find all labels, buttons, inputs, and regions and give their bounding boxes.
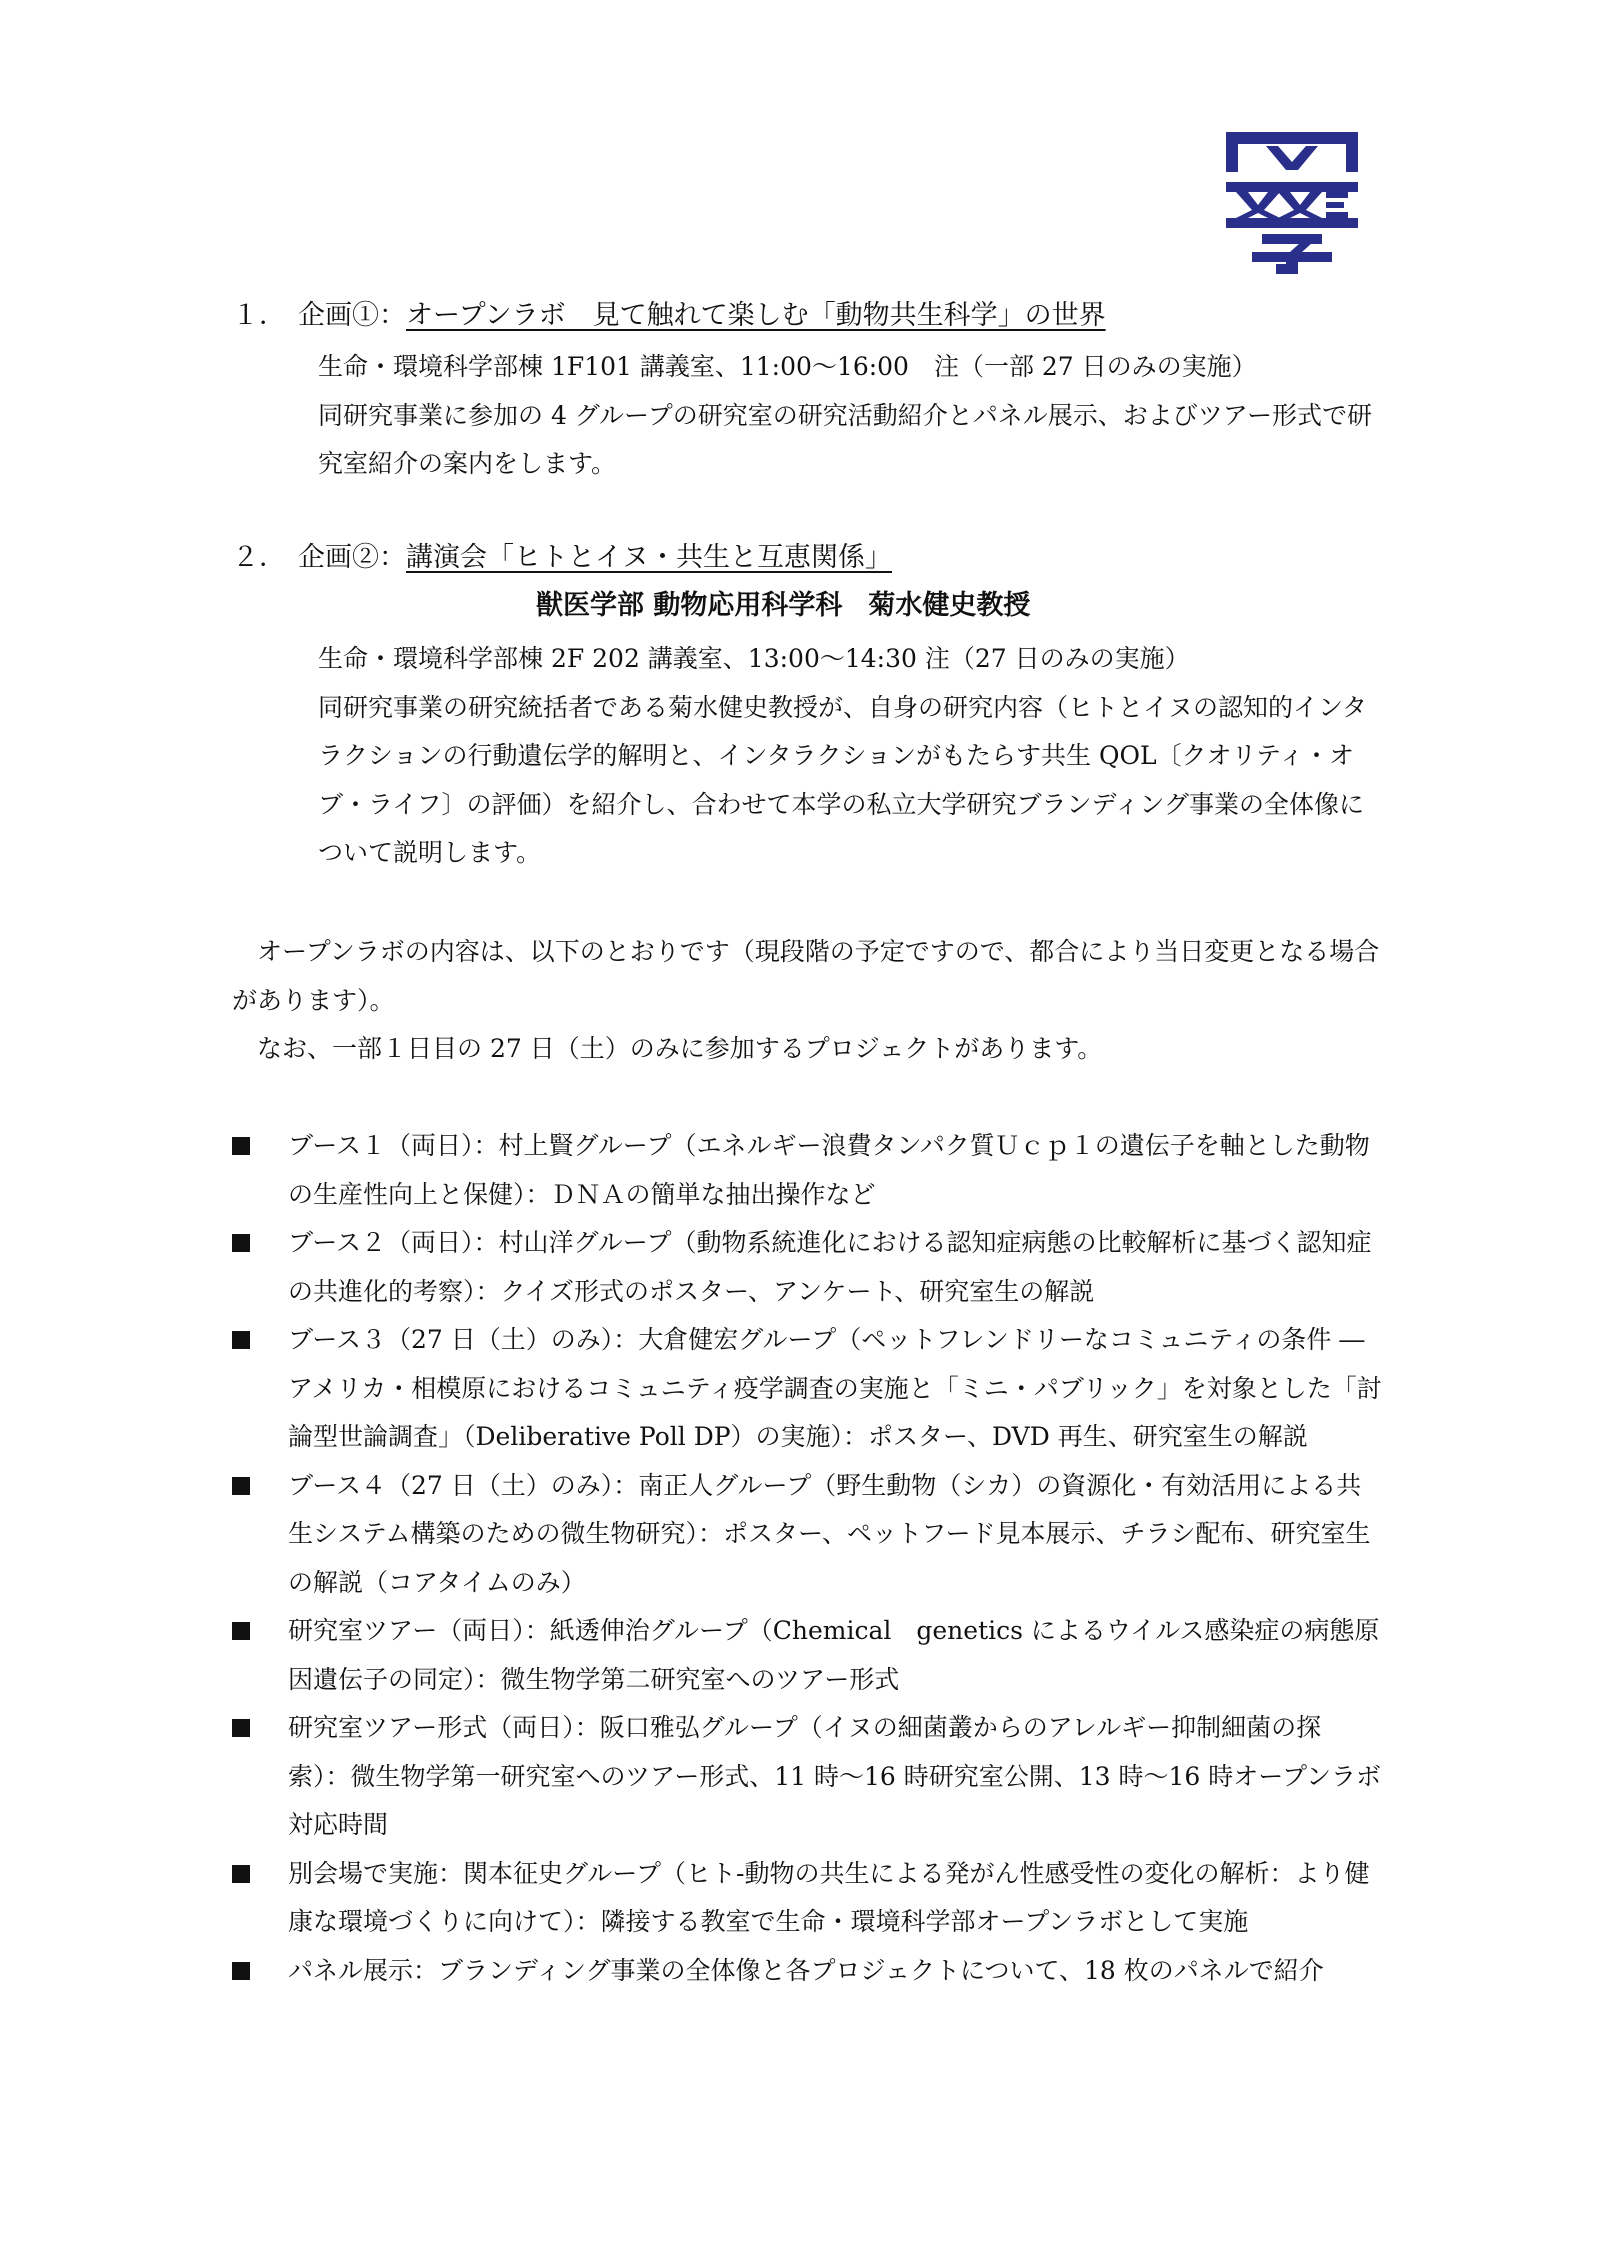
list-item: ブース１（両日）：村上賢グループ（エネルギー浪費タンパク質Ｕｃｐ１の遺伝子を軸とした動物の生産性向上と保健）：ＤＮＡの簡単な抽出操作など [232,1122,1382,1219]
intro-paragraph: なお、一部１日目の 27 日（土）のみに参加するプロジェクトがあります。 [257,1034,1103,1063]
square-bullet-icon [232,1234,250,1252]
section-label: 企画①： [298,300,406,331]
section-2-venue: 生命・環境科学部棟 2F 202 講義室、13:00～14:30 注（27 日のみの実施） [318,644,1190,673]
section-2-heading [232,538,892,578]
lecturer-line [536,586,1030,626]
section-title: 講演会「ヒトとイヌ・共生と互恵関係」 [406,542,892,573]
list-item: ブース２（両日）：村山洋グループ（動物系統進化における認知症病態の比較解析に基づく認知症の共進化的考察）：クイズ形式のポスター、アンケート、研究室生の解説 [232,1219,1382,1316]
square-bullet-icon [232,1331,250,1349]
section-1-description: 同研究事業に参加の 4 グループの研究室の研究活動紹介とパネル展示、およびツアー形式で研究室紹介の案内をします。 [318,400,1373,478]
list-item: ブース３（27 日（土）のみ）：大倉健宏グループ（ペットフレンドリーなコミュニティの条件 ― アメリカ・相模原におけるコミュニティ疫学調査の実施と「ミニ・パブリック」を対象とした「討論型世論調査」（Deliberative Poll DP）の実施）：ポスター、DVD 再生、研究室生の解説 [232,1316,1382,1462]
square-bullet-icon [232,1137,250,1155]
square-bullet-icon [232,1622,250,1640]
square-bullet-icon [232,1477,250,1495]
list-item: 別会場で実施：関本征史グループ（ヒト-動物の共生による発がん性感受性の変化の解析：より健康な環境づくりに向けて）：隣接する教室で生命・環境科学部オープンラボとして実施 [232,1850,1382,1947]
open-lab-intro [232,928,1380,1074]
section-label: 企画②： [298,542,406,573]
section-1-heading [232,296,1106,336]
list-item: パネル展示：ブランディング事業の全体像と各プロジェクトについて、18 枚のパネルで紹介 [232,1947,1382,1996]
square-bullet-icon [232,1719,250,1737]
section-2-description: 同研究事業の研究統括者である菊水健史教授が、自身の研究内容（ヒトとイヌの認知的インタラクションの行動遺伝学的解明と、インタラクションがもたらす共生 QOL〔クオリティ・オブ・ライフ〕の評価）を紹介し、合わせて本学の私立大学研究ブランディング事業の全体像について説明します。 [318,692,1368,867]
booth-list [232,1122,1382,1995]
intro-paragraph: オープンラボの内容は、以下のとおりです（現段階の予定ですので、都合により当日変更となる場合があります）。 [232,937,1380,1015]
section-number: ２． [232,542,286,573]
section-2-body [318,635,1380,878]
list-item: ブース４（27 日（土）のみ）：南正人グループ（野生動物（シカ）の資源化・有効活用による共生システム構築のための微生物研究）：ポスター、ペットフード見本展示、チラシ配布、研究室生の解説（コアタイムのみ） [232,1462,1382,1608]
section-number: １． [232,300,286,331]
lecturer-name: 菊水健史教授 [868,590,1031,621]
section-title: オープンラボ 見て触れて楽しむ「動物共生科学」の世界 [406,300,1106,331]
section-1-venue: 生命・環境科学部棟 1F101 講義室、11:00～16:00 注（一部 27 日のみの実施） [318,352,1257,381]
square-bullet-icon [232,1865,250,1883]
university-crest-icon [1222,128,1362,276]
list-item: 研究室ツアー（両日）：紙透伸治グループ（Chemical genetics によるウイルス感染症の病態原因遺伝子の同定）：微生物学第二研究室へのツアー形式 [232,1607,1382,1704]
lecturer-department: 獣医学部 動物応用科学科 [536,590,843,621]
list-item: 研究室ツアー形式（両日）：阪口雅弘グループ（イヌの細菌叢からのアレルギー抑制細菌の探索）：微生物学第一研究室へのツアー形式、11 時～16 時研究室公開、13 時～16 時オープンラボ対応時間 [232,1704,1382,1850]
square-bullet-icon [232,1962,250,1980]
section-1-body [318,343,1380,489]
